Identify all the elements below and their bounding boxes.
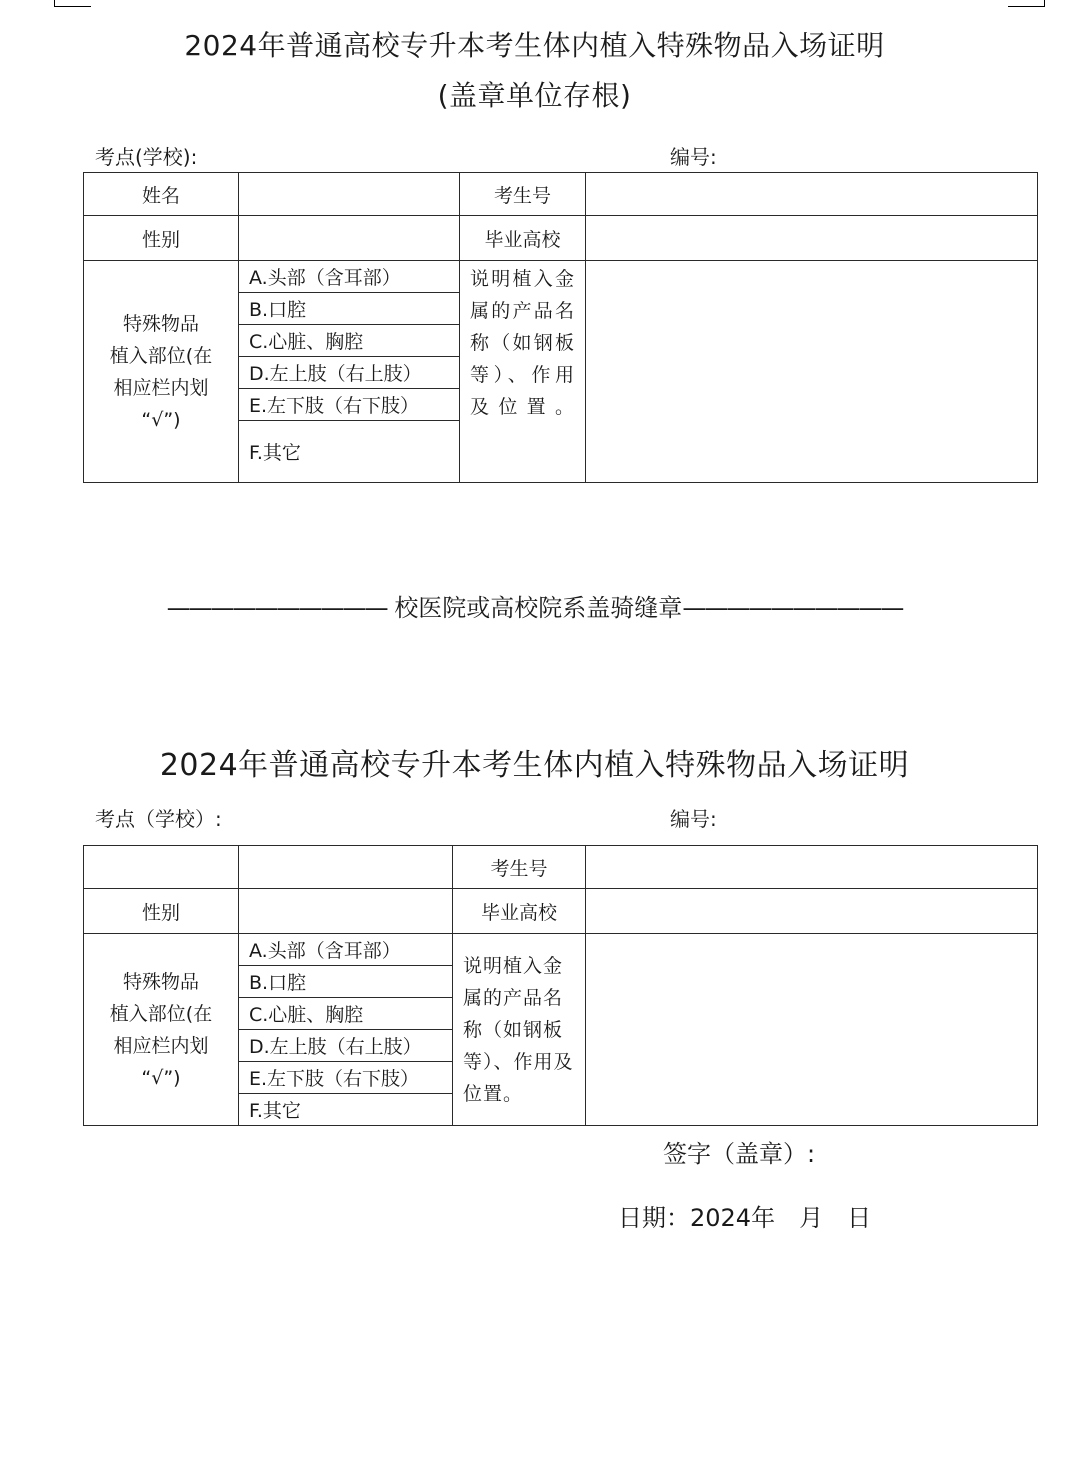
stub-implant-site-label [84, 261, 239, 483]
stub-option-d[interactable]: D.左上肢（右上肢） [239, 357, 460, 389]
certificate-candidate-no-field[interactable] [586, 846, 1038, 889]
stub-site-label-line: 植入部位(在 [109, 344, 213, 367]
certificate-exam-site-label: 考点（学校）: [95, 807, 222, 831]
certificate-option-a[interactable]: A.头部（含耳部） [239, 934, 453, 966]
certificate-site-label-line: 特殊物品 [122, 970, 199, 993]
stub-description-label: 说明植入金属的产品名称（如钢板等）、作用及位置。 [460, 261, 586, 483]
stub-site-label-line: “√”) [141, 408, 181, 431]
crop-mark-right [1008, 0, 1045, 7]
stub-option-a[interactable]: A.头部（含耳部） [239, 261, 460, 293]
stub-name-field[interactable] [239, 173, 460, 216]
divider-line-left: —————————— [166, 594, 387, 622]
certificate-site-label-line: 植入部位(在 [109, 1002, 213, 1025]
certificate-form-table [83, 845, 1038, 1126]
certificate-serial-label: 编号: [670, 807, 717, 831]
certificate-name-label-cell [84, 846, 239, 889]
certificate-option-f[interactable]: F.其它 [239, 1094, 453, 1126]
certificate-option-e[interactable]: E.左下肢（右下肢） [239, 1062, 453, 1094]
stub-site-label-line: 特殊物品 [122, 312, 199, 335]
stub-subtitle: (盖章单位存根) [437, 79, 632, 112]
divider-text: 校医院或高校院系盖骑缝章 [394, 594, 683, 622]
signature-label: 签字（盖章）: [663, 1140, 816, 1168]
stub-candidate-no-field[interactable] [586, 173, 1038, 216]
certificate-option-d[interactable]: D.左上肢（右上肢） [239, 1030, 453, 1062]
stub-gender-field[interactable] [239, 216, 460, 261]
certificate-graduate-school-label: 毕业高校 [453, 889, 586, 934]
certificate-title: 2024年普通高校专升本考生体内植入特殊物品入场证明 [159, 748, 910, 783]
certificate-graduate-school-field[interactable] [586, 889, 1038, 934]
divider-line-right: —————————— [682, 594, 903, 622]
certificate-description-label: 说明植入金属的产品名称（如钢板等）、作用及位置。 [453, 934, 586, 1126]
certificate-candidate-no-label: 考生号 [453, 846, 586, 889]
stub-name-label: 姓名 [84, 173, 239, 216]
stub-gender-label: 性别 [84, 216, 239, 261]
certificate-site-label-line: “√”) [141, 1066, 181, 1089]
stub-site-label-line: 相应栏内划 [113, 376, 209, 399]
stub-candidate-no-label: 考生号 [460, 173, 586, 216]
stub-form-table [83, 172, 1038, 483]
stub-option-c[interactable]: C.心脏、胸腔 [239, 325, 460, 357]
certificate-gender-label: 性别 [84, 889, 239, 934]
stub-exam-site-label: 考点(学校): [95, 145, 198, 169]
stub-title: 2024年普通高校专升本考生体内植入特殊物品入场证明 [184, 29, 885, 62]
stub-serial-label: 编号: [670, 145, 717, 169]
certificate-option-c[interactable]: C.心脏、胸腔 [239, 998, 453, 1030]
certificate-implant-site-label [84, 934, 239, 1126]
stub-graduate-school-label: 毕业高校 [460, 216, 586, 261]
stub-option-e[interactable]: E.左下肢（右下肢） [239, 389, 460, 421]
certificate-description-field[interactable] [586, 934, 1038, 1126]
stub-graduate-school-field[interactable] [586, 216, 1038, 261]
stub-option-f[interactable]: F.其它 [239, 421, 460, 483]
crop-mark-left [54, 0, 91, 7]
seal-divider [0, 592, 1069, 624]
certificate-site-label-line: 相应栏内划 [113, 1034, 209, 1057]
certificate-gender-field[interactable] [239, 889, 453, 934]
stub-option-b[interactable]: B.口腔 [239, 293, 460, 325]
date-label: 日期：2024年 月 日 [618, 1204, 872, 1232]
stub-description-field[interactable] [586, 261, 1038, 483]
certificate-name-field[interactable] [239, 846, 453, 889]
certificate-option-b[interactable]: B.口腔 [239, 966, 453, 998]
